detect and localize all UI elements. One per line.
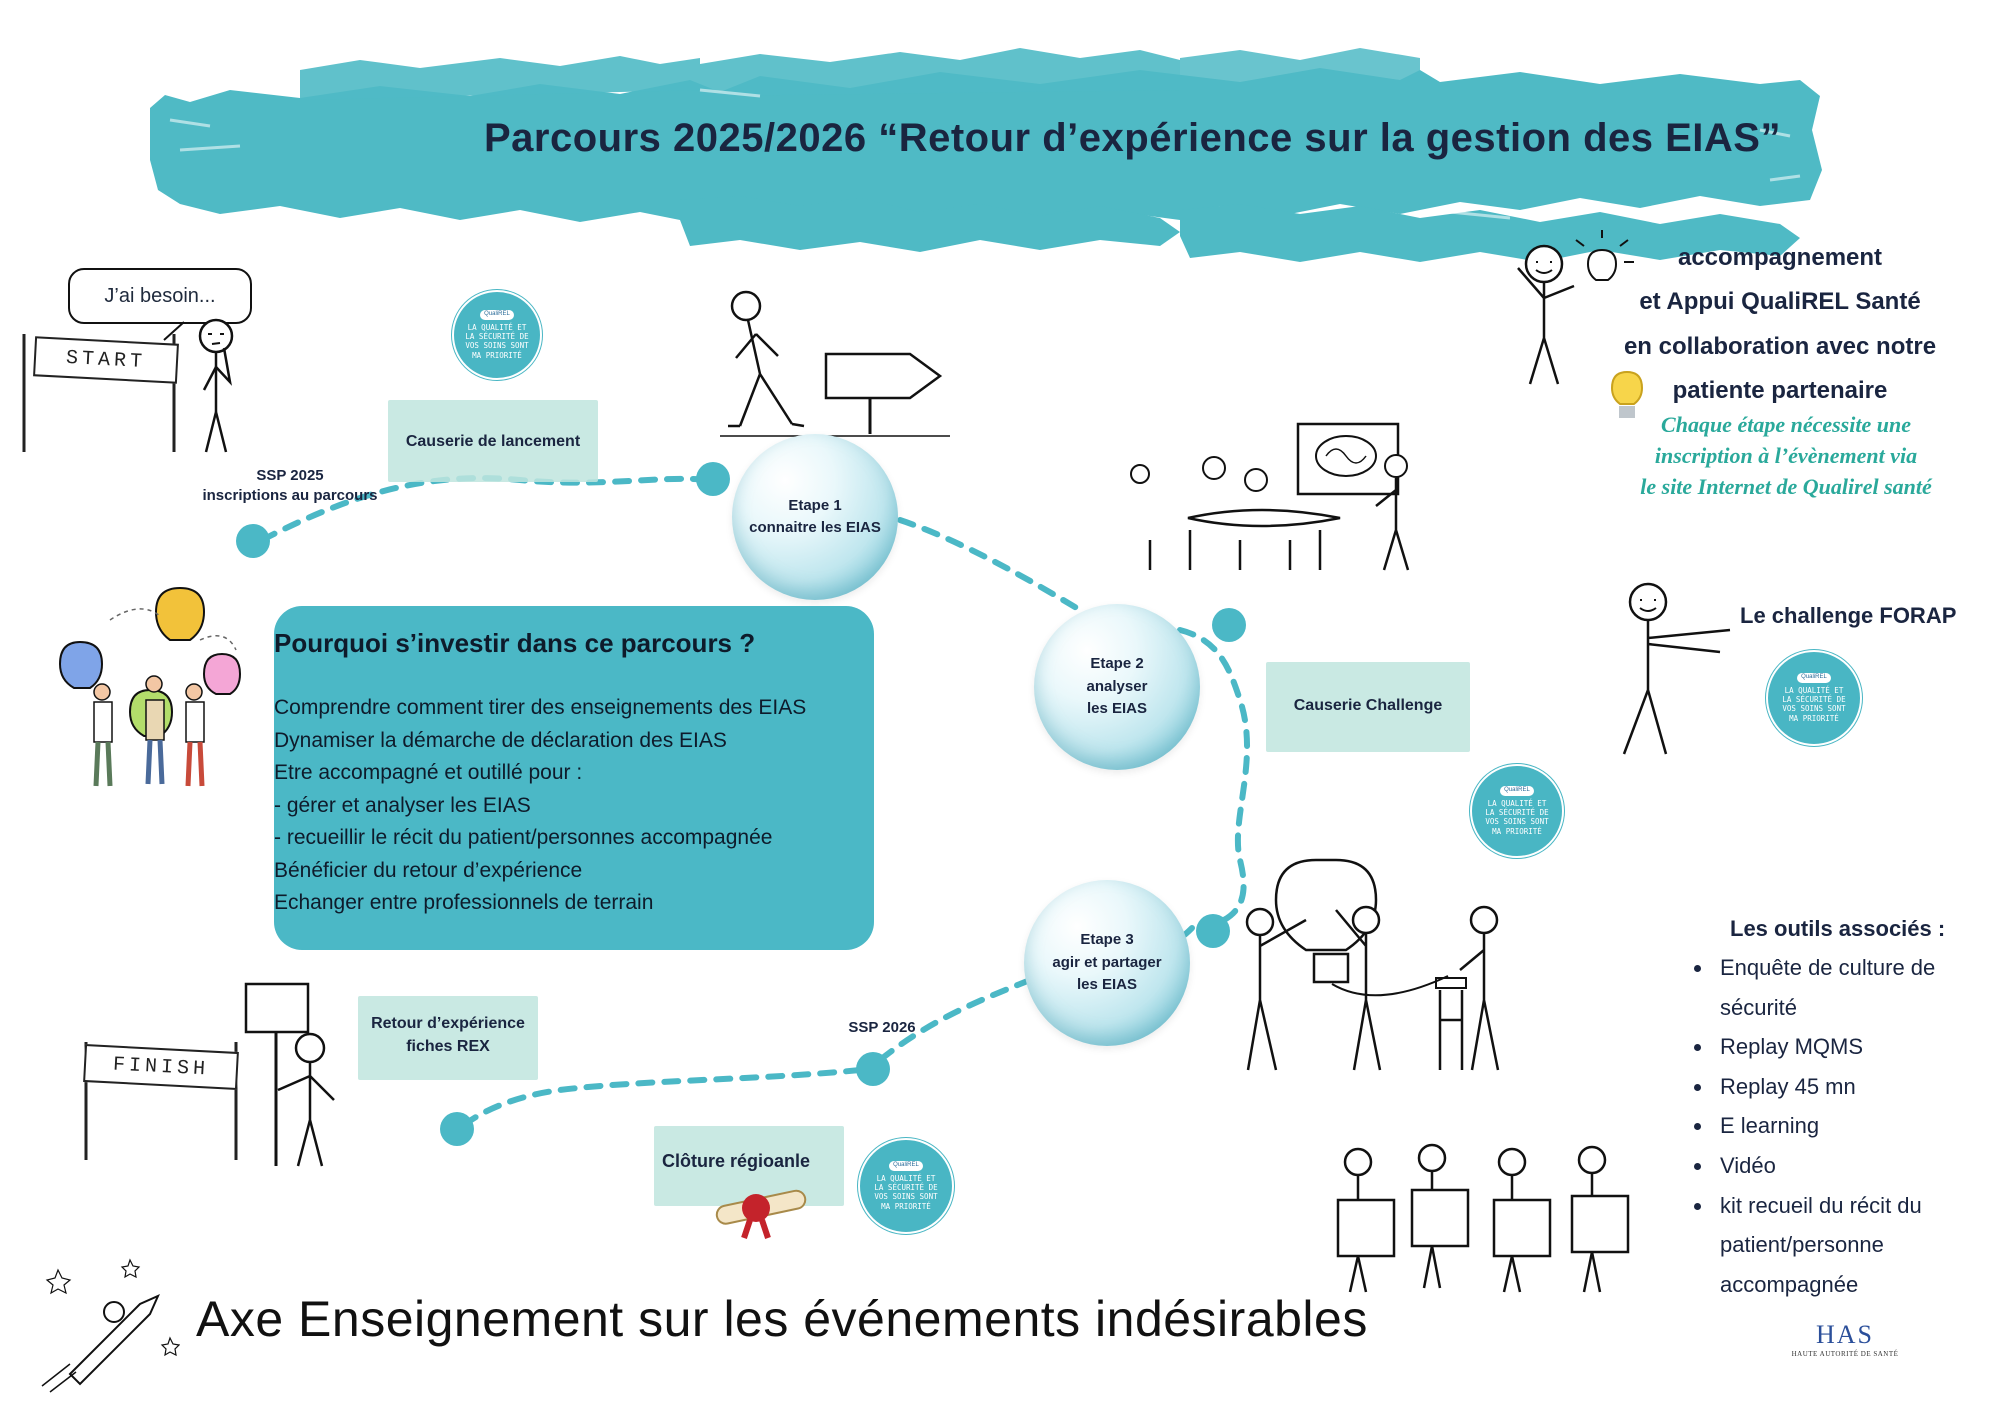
has-logo-sub: HAUTE AUTORITÉ DE SANTÉ — [1791, 1350, 1899, 1358]
path-dot-step3 — [1196, 914, 1230, 948]
why-panel-line: Dynamiser la démarche de déclaration des EIAS — [274, 728, 727, 752]
why-panel-line: Echanger entre professionnels de terrain — [274, 891, 654, 915]
rex-label: Retour d’expérience fiches REX — [371, 1015, 525, 1056]
support-line-3: en collaboration avec notre — [1623, 332, 1937, 360]
why-panel-line: Etre accompagné et outillé pour : — [274, 761, 583, 785]
path-dot-launch — [696, 462, 730, 496]
qualirel-badge-3 — [858, 1138, 954, 1234]
idea-person-icon — [1508, 228, 1638, 388]
badge-logo: QualiREL — [1797, 673, 1831, 683]
support-line-1: accompagnement — [1677, 244, 1883, 271]
thinking-person-icon — [186, 312, 256, 462]
step-1-label: Etape 1 connaitre les EIAS — [749, 496, 881, 536]
has-logo — [1790, 1320, 1900, 1358]
has-logo-text: HAS — [1815, 1320, 1874, 1349]
badge-text: LA QUALITÉ ET LA SÉCURITÉ DE VOS SOINS SONT MA PRIORITÉ — [874, 1173, 938, 1211]
start-sign: START — [33, 336, 179, 383]
sign-holder-icon — [240, 980, 350, 1170]
qualirel-badge-4 — [1766, 650, 1862, 746]
badge-logo: QualiREL — [889, 1161, 923, 1171]
step-2-bubble[interactable] — [1034, 604, 1200, 770]
registration-note — [1596, 410, 1976, 502]
why-panel-line: Bénéficier du retour d’expérience — [274, 858, 583, 882]
badge-text: LA QUALITÉ ET LA SÉCURITÉ DE VOS SOINS SONT MA PRIORITÉ — [1485, 798, 1549, 836]
sign-people-illustration — [1330, 1138, 1650, 1298]
ssp-2025-title: SSP 2025 — [256, 467, 324, 484]
qualirel-badge-2 — [1470, 764, 1564, 858]
path-dot-challenge — [1212, 608, 1246, 642]
step-3-label: Etape 3 agir et partager les EIAS — [1052, 931, 1162, 994]
speech-text: J’ai besoin... — [104, 284, 216, 307]
support-line-2: et Appui QualiREL Santé — [1639, 288, 1921, 316]
why-panel-line: Comprendre comment tirer des enseignements des EIAS — [274, 696, 807, 719]
ssp-2025-sub: inscriptions au parcours — [202, 487, 378, 505]
tool-item: • Vidéo — [1714, 1146, 2000, 1186]
launch-chat-label: Causerie de lancement — [405, 433, 581, 450]
step-3-bubble[interactable] — [1024, 880, 1190, 1046]
tool-item: • Replay MQMS — [1714, 1027, 2000, 1067]
tool-item: • E learning — [1714, 1106, 2000, 1146]
walking-person-icon — [720, 284, 950, 444]
why-panel-line: - recueillir le récit du patient/personnes accompagnée — [274, 826, 773, 850]
why-panel — [274, 606, 874, 950]
tool-item: • Enquête de culture de sécurité — [1714, 948, 2000, 1027]
meeting-illustration — [1130, 420, 1440, 580]
ssp-2025-label — [190, 466, 390, 507]
tools-title: Les outils associés : — [1730, 916, 1946, 941]
forap-label: Le challenge FORAP — [1740, 603, 1957, 628]
step-2-label: Etape 2 analyser les EIAS — [1086, 655, 1148, 718]
badge-logo: QualiREL — [480, 310, 514, 320]
challenge-chat-label: Causerie Challenge — [1293, 697, 1443, 714]
note-line-1: Chaque étape nécessite une — [1661, 412, 1911, 437]
page-title: Parcours 2025/2026 “Retour d’expérience sur la gestion des EIAS” — [484, 116, 1781, 160]
path-dot-end — [440, 1112, 474, 1146]
badge-logo: QualiREL — [1500, 786, 1534, 796]
ssp-2026-label: SSP 2026 — [848, 1019, 916, 1036]
path-dot-start — [236, 524, 270, 558]
support-line-4: patiente partenaire — [1672, 377, 1888, 405]
closing-label: Clôture régioanle — [661, 1151, 811, 1171]
finish-line-illustration — [70, 1020, 250, 1170]
finish-sign: FINISH — [83, 1044, 239, 1090]
axis-title: Axe Enseignement sur les événements indésirables — [196, 1291, 1368, 1347]
why-panel-lines — [274, 692, 806, 920]
qualirel-badge-1 — [452, 290, 542, 380]
step-1-bubble[interactable] — [732, 434, 898, 600]
tool-item: • Replay 45 mn — [1714, 1067, 2000, 1107]
pointing-person-icon — [1600, 580, 1760, 760]
tools-list — [1688, 948, 2000, 1304]
badge-text: LA QUALITÉ ET LA SÉCURITÉ DE VOS SOINS SONT MA PRIORITÉ — [1782, 685, 1846, 723]
tool-item: • kit recueil du récit du patient/personne accompagnée — [1714, 1186, 2000, 1305]
rocket-icon — [30, 1254, 180, 1394]
note-line-3: le site Internet de Qualirel santé — [1640, 473, 1932, 499]
bulb-team-illustration — [1236, 850, 1526, 1080]
support-text — [1620, 236, 1940, 414]
why-panel-line: - gérer et analyser les EIAS — [274, 793, 531, 817]
note-line-2: inscription à l’évènement via — [1654, 442, 1918, 468]
path-dot-ssp2026 — [856, 1052, 890, 1086]
ideas-illustration — [50, 580, 250, 800]
seal-icon — [712, 1180, 812, 1240]
why-panel-title: Pourquoi s’investir dans ce parcours ? — [274, 628, 756, 658]
badge-text: LA QUALITÉ ET LA SÉCURITÉ DE VOS SOINS SONT MA PRIORITÉ — [465, 322, 529, 360]
